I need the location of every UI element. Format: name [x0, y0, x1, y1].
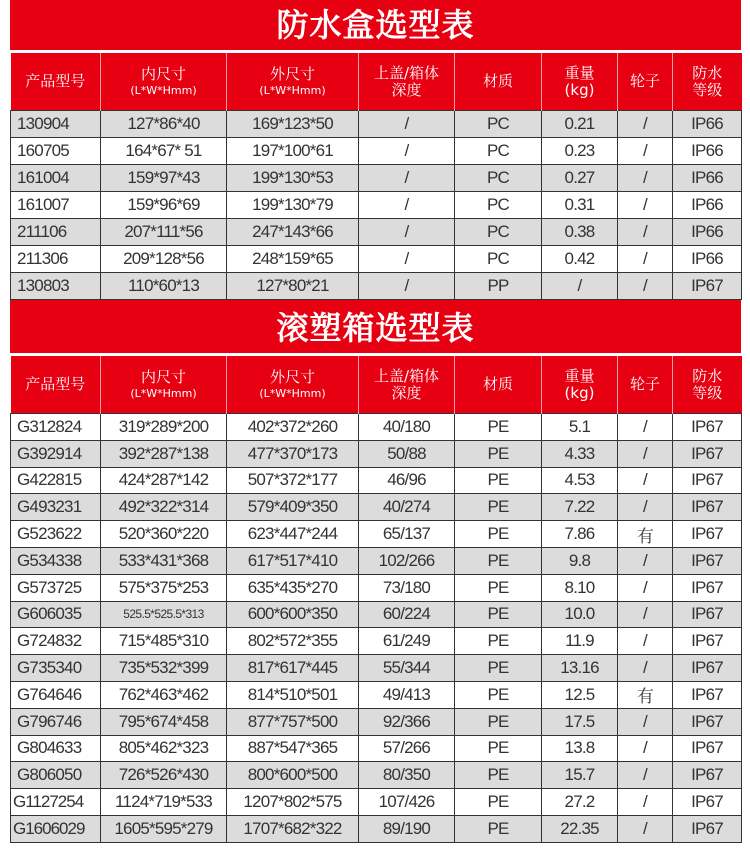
header-weight: 重量 (kg): [542, 53, 618, 111]
cell-inner-size: 762*463*462: [101, 681, 227, 708]
cell-depth: 89/190: [359, 815, 455, 842]
table-row: [11, 789, 742, 816]
table-row: [11, 440, 742, 467]
cell-model: G392914: [11, 440, 101, 467]
cell-depth: 50/88: [359, 440, 455, 467]
cell-material: PE: [455, 521, 542, 548]
cell-depth: 92/366: [359, 708, 455, 735]
cell-inner-size: 735*532*399: [101, 655, 227, 682]
cell-inner-size: 159*96*69: [101, 192, 227, 219]
cell-ip-rating: IP67: [673, 414, 742, 441]
cell-model: G796746: [11, 708, 101, 735]
cell-model: 161007: [11, 192, 101, 219]
cell-inner-size: 575*375*253: [101, 574, 227, 601]
cell-model: 130904: [11, 111, 101, 138]
table-row: [11, 762, 742, 789]
cell-model: G735340: [11, 655, 101, 682]
cell-wheels: /: [618, 574, 673, 601]
cell-wheels: /: [618, 440, 673, 467]
cell-outer-size: 817*617*445: [227, 655, 359, 682]
cell-wheels: /: [618, 494, 673, 521]
cell-material: PE: [455, 414, 542, 441]
cell-ip-rating: IP66: [673, 246, 742, 273]
cell-depth: /: [359, 192, 455, 219]
cell-inner-size: 207*111*56: [101, 219, 227, 246]
table-row: [11, 494, 742, 521]
cell-weight: 0.38: [542, 219, 618, 246]
cell-weight: 8.10: [542, 574, 618, 601]
cell-depth: /: [359, 165, 455, 192]
cell-model: G523622: [11, 521, 101, 548]
cell-inner-size: 392*287*138: [101, 440, 227, 467]
cell-ip-rating: IP66: [673, 165, 742, 192]
cell-model: G606035: [11, 601, 101, 628]
cell-ip-rating: IP66: [673, 192, 742, 219]
cell-material: PE: [455, 628, 542, 655]
cell-outer-size: 635*435*270: [227, 574, 359, 601]
cell-depth: 55/344: [359, 655, 455, 682]
cell-ip-rating: IP67: [673, 273, 742, 300]
table1-title: 防水盒选型表: [10, 0, 741, 50]
cell-wheels: /: [618, 111, 673, 138]
cell-material: PE: [455, 735, 542, 762]
table-row: [11, 681, 742, 708]
header-depth: 上盖/箱体 深度: [359, 356, 455, 414]
header-model: 产品型号: [11, 356, 101, 414]
cell-inner-size: 424*287*142: [101, 467, 227, 494]
table-row: [11, 574, 742, 601]
header-inner-size: 内尺寸 (L*W*Hmm): [101, 356, 227, 414]
cell-weight: 27.2: [542, 789, 618, 816]
table2-header-row: [11, 356, 742, 414]
cell-weight: 12.5: [542, 681, 618, 708]
cell-wheels: /: [618, 601, 673, 628]
cell-depth: /: [359, 111, 455, 138]
table-row: [11, 414, 742, 441]
cell-weight: 0.21: [542, 111, 618, 138]
cell-outer-size: 402*372*260: [227, 414, 359, 441]
cell-wheels: /: [618, 192, 673, 219]
cell-material: PE: [455, 815, 542, 842]
cell-ip-rating: IP67: [673, 574, 742, 601]
cell-material: PE: [455, 467, 542, 494]
cell-weight: 0.31: [542, 192, 618, 219]
cell-model: G724832: [11, 628, 101, 655]
cell-outer-size: 127*80*21: [227, 273, 359, 300]
header-ip-rating: 防水 等级: [673, 53, 742, 111]
cell-inner-size: 525.5*525.5*313: [101, 601, 227, 628]
rotomolded-case-table: [10, 356, 742, 843]
cell-depth: 40/180: [359, 414, 455, 441]
cell-weight: 17.5: [542, 708, 618, 735]
cell-weight: 22.35: [542, 815, 618, 842]
cell-model: 160705: [11, 138, 101, 165]
cell-wheels: /: [618, 246, 673, 273]
cell-inner-size: 715*485*310: [101, 628, 227, 655]
cell-weight: 15.7: [542, 762, 618, 789]
cell-inner-size: 164*67* 51: [101, 138, 227, 165]
cell-ip-rating: IP67: [673, 655, 742, 682]
cell-material: PE: [455, 494, 542, 521]
cell-outer-size: 600*600*350: [227, 601, 359, 628]
table-row: [11, 111, 742, 138]
cell-model: G764646: [11, 681, 101, 708]
header-material: 材质: [455, 53, 542, 111]
cell-inner-size: 795*674*458: [101, 708, 227, 735]
cell-material: PP: [455, 273, 542, 300]
cell-weight: 4.33: [542, 440, 618, 467]
header-model: 产品型号: [11, 53, 101, 111]
cell-depth: 80/350: [359, 762, 455, 789]
cell-inner-size: 726*526*430: [101, 762, 227, 789]
table-row: [11, 165, 742, 192]
cell-ip-rating: IP67: [673, 521, 742, 548]
cell-material: PE: [455, 655, 542, 682]
cell-material: PC: [455, 165, 542, 192]
header-inner-size: 内尺寸 (L*W*Hmm): [101, 53, 227, 111]
cell-ip-rating: IP67: [673, 440, 742, 467]
cell-wheels: /: [618, 273, 673, 300]
cell-weight: 0.23: [542, 138, 618, 165]
cell-weight: 10.0: [542, 601, 618, 628]
cell-outer-size: 477*370*173: [227, 440, 359, 467]
cell-ip-rating: IP66: [673, 138, 742, 165]
cell-outer-size: 623*447*244: [227, 521, 359, 548]
waterproof-box-table: [10, 53, 742, 300]
cell-weight: 5.1: [542, 414, 618, 441]
cell-depth: /: [359, 273, 455, 300]
cell-model: G534338: [11, 547, 101, 574]
cell-inner-size: 209*128*56: [101, 246, 227, 273]
cell-outer-size: 507*372*177: [227, 467, 359, 494]
cell-wheels: 有: [618, 521, 673, 548]
cell-ip-rating: IP67: [673, 789, 742, 816]
table-row: [11, 735, 742, 762]
cell-wheels: /: [618, 414, 673, 441]
cell-inner-size: 520*360*220: [101, 521, 227, 548]
table-row: [11, 467, 742, 494]
cell-depth: 40/274: [359, 494, 455, 521]
cell-wheels: /: [618, 138, 673, 165]
cell-model: G493231: [11, 494, 101, 521]
cell-material: PE: [455, 574, 542, 601]
selection-sheet: [10, 0, 741, 843]
table-row: [11, 219, 742, 246]
cell-model: G422815: [11, 467, 101, 494]
cell-weight: 0.42: [542, 246, 618, 273]
cell-model: G806050: [11, 762, 101, 789]
cell-outer-size: 800*600*500: [227, 762, 359, 789]
cell-inner-size: 1605*595*279: [101, 815, 227, 842]
cell-weight: 7.22: [542, 494, 618, 521]
cell-depth: 60/224: [359, 601, 455, 628]
cell-model: G1606029: [11, 815, 101, 842]
cell-model: 161004: [11, 165, 101, 192]
cell-material: PC: [455, 219, 542, 246]
cell-wheels: /: [618, 762, 673, 789]
cell-ip-rating: IP67: [673, 735, 742, 762]
table-row: [11, 815, 742, 842]
cell-outer-size: 877*757*500: [227, 708, 359, 735]
header-depth: 上盖/箱体 深度: [359, 53, 455, 111]
cell-wheels: /: [618, 708, 673, 735]
cell-wheels: 有: [618, 681, 673, 708]
cell-outer-size: 887*547*365: [227, 735, 359, 762]
cell-material: PE: [455, 789, 542, 816]
cell-ip-rating: IP66: [673, 219, 742, 246]
cell-outer-size: 579*409*350: [227, 494, 359, 521]
cell-depth: 49/413: [359, 681, 455, 708]
table2-title: 滚塑箱选型表: [10, 303, 741, 353]
cell-depth: /: [359, 138, 455, 165]
cell-ip-rating: IP67: [673, 681, 742, 708]
cell-ip-rating: IP67: [673, 547, 742, 574]
cell-inner-size: 127*86*40: [101, 111, 227, 138]
cell-wheels: /: [618, 165, 673, 192]
cell-wheels: /: [618, 815, 673, 842]
header-material: 材质: [455, 356, 542, 414]
cell-outer-size: 617*517*410: [227, 547, 359, 574]
cell-model: 211306: [11, 246, 101, 273]
table-row: [11, 708, 742, 735]
cell-material: PE: [455, 708, 542, 735]
table-row: [11, 601, 742, 628]
cell-outer-size: 169*123*50: [227, 111, 359, 138]
cell-weight: 13.8: [542, 735, 618, 762]
cell-depth: /: [359, 246, 455, 273]
cell-depth: 107/426: [359, 789, 455, 816]
cell-outer-size: 1707*682*322: [227, 815, 359, 842]
table-row: [11, 192, 742, 219]
cell-inner-size: 492*322*314: [101, 494, 227, 521]
cell-depth: 65/137: [359, 521, 455, 548]
header-outer-size: 外尺寸 (L*W*Hmm): [227, 53, 359, 111]
table-row: [11, 246, 742, 273]
cell-weight: 4.53: [542, 467, 618, 494]
table-row: [11, 655, 742, 682]
cell-outer-size: 199*130*53: [227, 165, 359, 192]
table-row: [11, 628, 742, 655]
header-weight: 重量 (kg): [542, 356, 618, 414]
cell-depth: 46/96: [359, 467, 455, 494]
cell-wheels: /: [618, 219, 673, 246]
cell-model: G573725: [11, 574, 101, 601]
cell-material: PC: [455, 138, 542, 165]
cell-outer-size: 248*159*65: [227, 246, 359, 273]
cell-model: G1127254: [11, 789, 101, 816]
cell-material: PE: [455, 681, 542, 708]
cell-material: PE: [455, 762, 542, 789]
cell-model: G312824: [11, 414, 101, 441]
cell-outer-size: 199*130*79: [227, 192, 359, 219]
cell-outer-size: 197*100*61: [227, 138, 359, 165]
cell-material: PC: [455, 111, 542, 138]
cell-wheels: /: [618, 467, 673, 494]
cell-wheels: /: [618, 789, 673, 816]
table1-header-row: [11, 53, 742, 111]
cell-outer-size: 802*572*355: [227, 628, 359, 655]
cell-wheels: /: [618, 547, 673, 574]
cell-ip-rating: IP67: [673, 494, 742, 521]
cell-depth: 61/249: [359, 628, 455, 655]
cell-inner-size: 533*431*368: [101, 547, 227, 574]
table-row: [11, 521, 742, 548]
header-wheels: 轮子: [618, 356, 673, 414]
cell-inner-size: 159*97*43: [101, 165, 227, 192]
cell-ip-rating: IP67: [673, 708, 742, 735]
cell-weight: 13.16: [542, 655, 618, 682]
cell-inner-size: 319*289*200: [101, 414, 227, 441]
cell-ip-rating: IP67: [673, 815, 742, 842]
cell-outer-size: 1207*802*575: [227, 789, 359, 816]
cell-weight: 7.86: [542, 521, 618, 548]
cell-material: PC: [455, 192, 542, 219]
cell-ip-rating: IP66: [673, 111, 742, 138]
cell-depth: 73/180: [359, 574, 455, 601]
table-row: [11, 273, 742, 300]
cell-ip-rating: IP67: [673, 601, 742, 628]
cell-wheels: /: [618, 735, 673, 762]
cell-material: PE: [455, 601, 542, 628]
cell-material: PC: [455, 246, 542, 273]
cell-ip-rating: IP67: [673, 467, 742, 494]
cell-ip-rating: IP67: [673, 628, 742, 655]
cell-outer-size: 814*510*501: [227, 681, 359, 708]
cell-weight: /: [542, 273, 618, 300]
cell-weight: 11.9: [542, 628, 618, 655]
header-outer-size: 外尺寸 (L*W*Hmm): [227, 356, 359, 414]
cell-model: G804633: [11, 735, 101, 762]
cell-model: 130803: [11, 273, 101, 300]
cell-material: PE: [455, 547, 542, 574]
cell-inner-size: 805*462*323: [101, 735, 227, 762]
cell-wheels: /: [618, 655, 673, 682]
table-row: [11, 138, 742, 165]
cell-depth: 57/266: [359, 735, 455, 762]
cell-depth: /: [359, 219, 455, 246]
cell-model: 211106: [11, 219, 101, 246]
header-ip-rating: 防水 等级: [673, 356, 742, 414]
cell-outer-size: 247*143*66: [227, 219, 359, 246]
cell-inner-size: 110*60*13: [101, 273, 227, 300]
cell-material: PE: [455, 440, 542, 467]
cell-weight: 0.27: [542, 165, 618, 192]
table-row: [11, 547, 742, 574]
cell-depth: 102/266: [359, 547, 455, 574]
cell-wheels: /: [618, 628, 673, 655]
cell-weight: 9.8: [542, 547, 618, 574]
cell-ip-rating: IP67: [673, 762, 742, 789]
cell-inner-size: 1124*719*533: [101, 789, 227, 816]
header-wheels: 轮子: [618, 53, 673, 111]
